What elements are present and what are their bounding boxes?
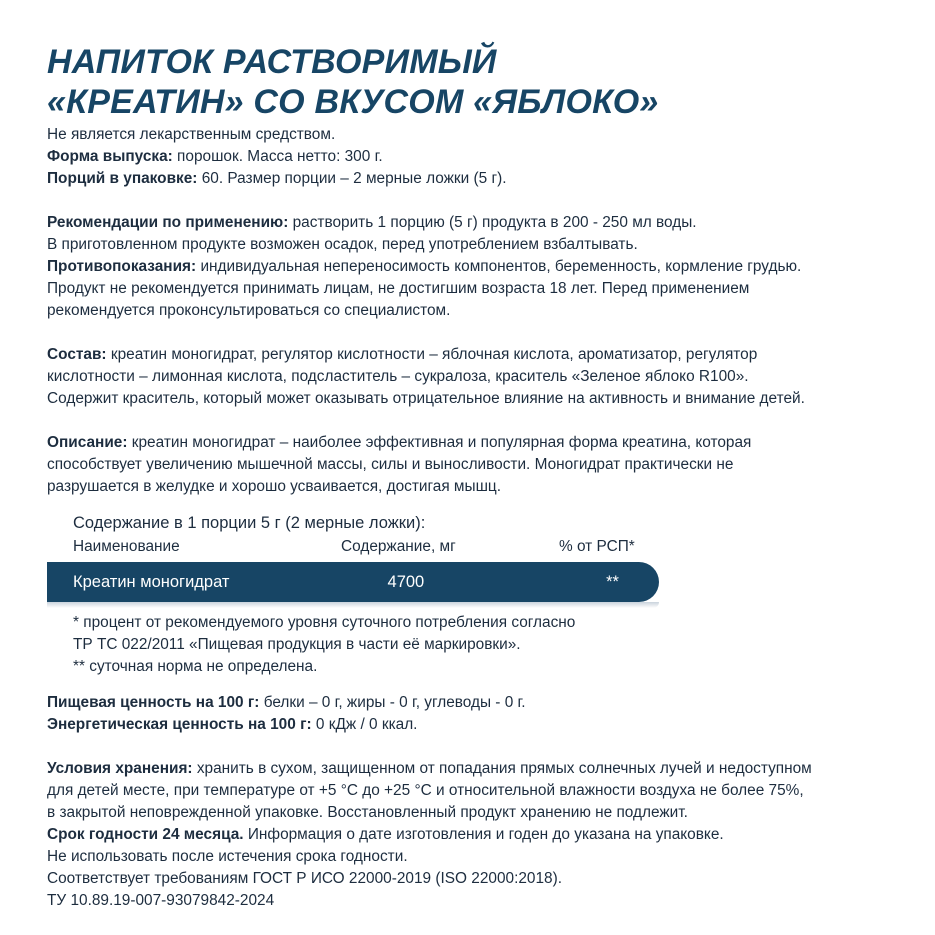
release-form-label: Форма выпуска: <box>47 148 173 165</box>
table-cell-rsp: ** <box>606 573 619 591</box>
nutrition-value-text: белки – 0 г, жиры - 0 г, углеводы - 0 г. <box>259 694 526 711</box>
description-line-3: разрушается в желудке и хорошо усваивается, достигая мышц. <box>47 478 502 495</box>
description-section <box>47 432 927 498</box>
portions-value: 60. Размер порции – 2 мерные ложки (5 г). <box>197 170 507 187</box>
portions-per-pack <box>47 168 927 190</box>
portions-label: Порций в упаковке: <box>47 170 198 187</box>
contraindications <box>47 256 927 278</box>
product-title <box>47 42 659 122</box>
intro-section <box>47 124 927 190</box>
contraindications-label: Противопоказания: <box>47 258 197 275</box>
composition-text-1: креатин моногидрат, регулятор кислотности – яблочная кислота, ароматизатор, регулятор <box>106 346 758 363</box>
composition-line-1 <box>47 344 927 366</box>
energy-value-text: 0 кДж / 0 ккал. <box>311 716 418 733</box>
energy-value <box>47 714 927 736</box>
table-cell-amount: 4700 <box>387 573 425 591</box>
usage-text-1: растворить 1 порцию (5 г) продукта в 200 - 250 мл воды. <box>288 214 697 231</box>
table-cell-name: Креатин моногидрат <box>73 573 230 591</box>
storage-line-3: в закрытой неповрежденной упаковке. Восстановленный продукт хранению не подлежит. <box>47 804 688 821</box>
table-header <box>73 536 927 560</box>
footnote-3: ** суточная норма не определена. <box>73 658 318 675</box>
release-form-value: порошок. Масса нетто: 300 г. <box>172 148 383 165</box>
shelf-life-text: Информация о дате изготовления и годен до указана на упаковке. <box>243 826 724 843</box>
content-table <box>73 510 927 678</box>
usage-line-2: В приготовленном продукте возможен осадок, перед употреблением взбалтывать. <box>47 236 638 253</box>
description-line-1 <box>47 432 927 454</box>
footnote-1: * процент от рекомендуемого уровня суточного потребления согласно <box>73 614 576 631</box>
technical-spec: ТУ 10.89.19-007-93079842-2024 <box>47 892 275 909</box>
storage-line-4: Не использовать после истечения срока годности. <box>47 848 408 865</box>
product-title-line-1: НАПИТОК РАСТВОРИМЫЙ <box>47 43 497 81</box>
shelf-life <box>47 824 927 846</box>
usage-label: Рекомендации по применению: <box>47 214 289 231</box>
composition-label: Состав: <box>47 346 107 363</box>
table-footnotes <box>73 612 927 678</box>
storage-line-2: для детей месте, при температуре от +5 °С до +25 °С и относительной влажности воздуха не более 75%, <box>47 782 804 799</box>
shelf-life-label: Срок годности 24 месяца. <box>47 826 244 843</box>
contraindications-text: индивидуальная непереносимость компонентов, беременность, кормление грудью. <box>196 258 802 275</box>
energy-value-label: Энергетическая ценность на 100 г: <box>47 716 312 733</box>
description-label: Описание: <box>47 434 128 451</box>
table-header-amount: Содержание, мг <box>341 538 456 555</box>
table-row <box>47 562 659 602</box>
nutrition-value <box>47 692 927 714</box>
storage-label: Условия хранения: <box>47 760 193 777</box>
composition-section <box>47 344 927 410</box>
composition-line-3: Содержит краситель, который может оказывать отрицательное влияние на активность и внимание детей. <box>47 390 805 407</box>
label-text <box>47 124 927 912</box>
storage-section <box>47 758 927 912</box>
description-line-2: способствует увеличению мышечной массы, силы и выносливости. Моногидрат практически не <box>47 456 734 473</box>
usage-section <box>47 212 927 322</box>
usage-line-4: рекомендуется проконсультироваться со специалистом. <box>47 302 451 319</box>
footnote-2: ТР ТС 022/2011 «Пищевая продукция в части её маркировки». <box>73 636 521 653</box>
description-text-1: креатин моногидрат – наиболее эффективная и популярная форма креатина, которая <box>127 434 752 451</box>
standard-compliance: Соответствует требованиям ГОСТ Р ИСО 22000-2019 (ISO 22000:2018). <box>47 870 562 887</box>
storage-text-1: хранить в сухом, защищенном от попадания прямых солнечных лучей и недоступном <box>192 760 812 777</box>
release-form <box>47 146 927 168</box>
usage-line-3: Продукт не рекомендуется принимать лицам, не достигшим возраста 18 лет. Перед применением <box>47 280 750 297</box>
usage-line-1 <box>47 212 927 234</box>
nutrition-section <box>47 692 927 736</box>
storage-line-1 <box>47 758 927 780</box>
nutrition-value-label: Пищевая ценность на 100 г: <box>47 694 260 711</box>
table-header-rsp: % от РСП* <box>559 538 635 555</box>
product-title-line-2: «КРЕАТИН» СО ВКУСОМ «ЯБЛОКО» <box>47 83 659 121</box>
not-medicine-note: Не является лекарственным средством. <box>47 126 336 143</box>
table-caption: Содержание в 1 порции 5 г (2 мерные ложки): <box>73 514 426 532</box>
table-header-name: Наименование <box>73 538 180 555</box>
composition-line-2: кислотности – лимонная кислота, подсластитель – сукралоза, краситель «Зеленое яблоко R100». <box>47 368 749 385</box>
